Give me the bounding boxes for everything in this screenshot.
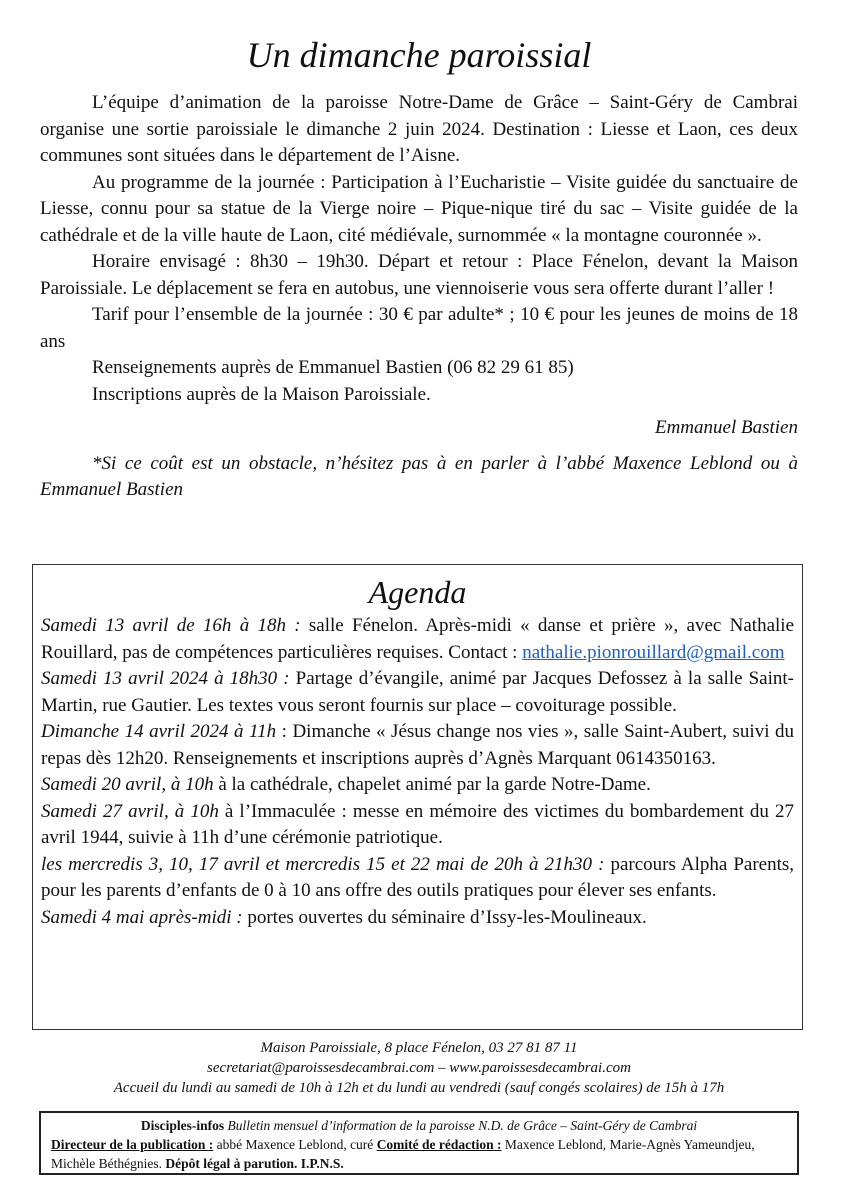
agenda-item-text: : Dimanche « Jésus change nos vies », salle Saint-Aubert, suivi du repas dès 12h20. Renseignements et inscriptions auprès d’Agnès Marquant 0614350163. xyxy=(41,721,795,769)
contact-hours: Accueil du lundi au samedi de 10h à 12h et du lundi au vendredi (sauf congés scolaires) de 15h à 17h xyxy=(113,1080,725,1096)
contact-email-web: secretariat@paroissesdecambrai.com – www.paroissesdecambrai.com xyxy=(207,1060,631,1076)
parish-contact xyxy=(40,1038,798,1098)
article-paragraph: Horaire envisagé : 8h30 – 19h30. Départ et retour : Place Fénelon, devant la Maison Paroissiale. Le déplacement se fera en autobus, une viennoiserie vous sera offerte durant l’aller ! xyxy=(40,251,798,299)
article-paragraph: Inscriptions auprès de la Maison Paroissiale. xyxy=(92,383,431,405)
contact-email-link[interactable]: nathalie.pionrouillard@gmail.com xyxy=(522,641,785,663)
agenda-item-date: Samedi 20 avril, à 10h xyxy=(41,774,214,795)
credits-title-line xyxy=(51,1116,787,1135)
agenda-item-text: à l’Immaculée : messe en mémoire des victimes du bombardement du 27 avril 1944, suivie à 11h d’une cérémonie patriotique. xyxy=(41,800,794,848)
agenda-item-date: Samedi 4 mai après-midi : xyxy=(41,906,243,928)
agenda-item xyxy=(41,905,794,932)
article-signature: Emmanuel Bastien xyxy=(654,417,798,438)
article-paragraph: L’équipe d’animation de la paroisse Notre-Dame de Grâce – Saint-Géry de Cambrai organise une sortie paroissiale le dimanche 2 juin 2024. Destination : Liesse et Laon, ces deux communes sont situées dans le département de l’Aisne. xyxy=(40,92,798,166)
agenda-box xyxy=(32,564,803,1030)
bulletin-name: Disciples-infos xyxy=(140,1118,225,1133)
article-paragraph: Au programme de la journée : Participation à l’Eucharistie – Visite guidée du sanctuaire de Liesse, connu pour sa statue de la Vierge noire – Pique-nique tiré du sac – Visite guidée de la cathédrale et de la ville haute de Laon, cité médiévale, surnommée « la montagne couronnée ». xyxy=(40,171,798,246)
article-footnote: *Si ce coût est un obstacle, n’hésitez pas à en parler à l’abbé Maxence Leblond ou à Emmanuel Bastien xyxy=(40,452,798,500)
legal-notice: Dépôt légal à parution. I.P.N.S. xyxy=(165,1156,344,1171)
contact-address: Maison Paroissiale, 8 place Fénelon, 03 27 81 87 11 xyxy=(260,1040,578,1056)
agenda-item-text: Partage d’évangile, animé par Jacques Defossez à la salle Saint-Martin, rue Gautier. Les textes vous seront fournis sur place – covoiturage possible. xyxy=(41,668,794,716)
agenda-item-text: salle Fénelon. Après-midi « danse et prière », avec Nathalie Rouillard, pas de compétences particulières requises. Contact : xyxy=(41,615,794,663)
director-label: Directeur de la publication : xyxy=(51,1137,214,1152)
article-paragraph: Tarif pour l’ensemble de la journée : 30 € par adulte* ; 10 € pour les jeunes de moins de 18 ans xyxy=(40,304,798,352)
article xyxy=(40,90,798,504)
credits-staff xyxy=(51,1135,787,1173)
agenda-item-date: Dimanche 14 avril 2024 à 11h xyxy=(41,721,277,742)
committee-label: Comité de rédaction : xyxy=(376,1137,502,1152)
bulletin-description: Bulletin mensuel d’information de la paroisse N.D. de Grâce – Saint-Géry de Cambrai xyxy=(227,1118,698,1133)
agenda-item-date: Samedi 13 avril 2024 à 18h30 : xyxy=(41,668,290,689)
agenda-item-text: parcours Alpha Parents, pour les parents d’enfants de 0 à 10 ans offre des outils pratiques pour élever ses enfants. xyxy=(41,853,794,901)
agenda-item xyxy=(41,799,794,852)
agenda-item xyxy=(41,613,794,666)
director-name: abbé Maxence Leblond, curé xyxy=(213,1137,377,1152)
agenda-item-date: Samedi 13 avril de 16h à 18h : xyxy=(41,615,301,636)
committee-names: Maxence Leblond, Marie-Agnès Yameundjeu, Michèle Béthégnies. xyxy=(51,1137,755,1171)
page-title: Un dimanche paroissial xyxy=(246,35,592,75)
article-paragraph: Renseignements auprès de Emmanuel Bastien (06 82 29 61 85) xyxy=(92,357,574,378)
agenda-item xyxy=(41,666,794,719)
publication-credits xyxy=(39,1111,799,1175)
agenda-item-text: à la cathédrale, chapelet animé par la garde Notre-Dame. xyxy=(213,774,651,795)
agenda-item-date: les mercredis 3, 10, 17 avril et mercredis 15 et 22 mai de 20h à 21h30 : xyxy=(41,853,605,875)
agenda-item xyxy=(41,852,794,905)
agenda-item-text: portes ouvertes du séminaire d’Issy-les-Moulineaux. xyxy=(242,906,647,928)
agenda-item-date: Samedi 27 avril, à 10h xyxy=(41,800,219,822)
agenda-heading: Agenda xyxy=(368,574,467,610)
agenda-item xyxy=(41,772,794,799)
agenda-item xyxy=(41,719,794,772)
